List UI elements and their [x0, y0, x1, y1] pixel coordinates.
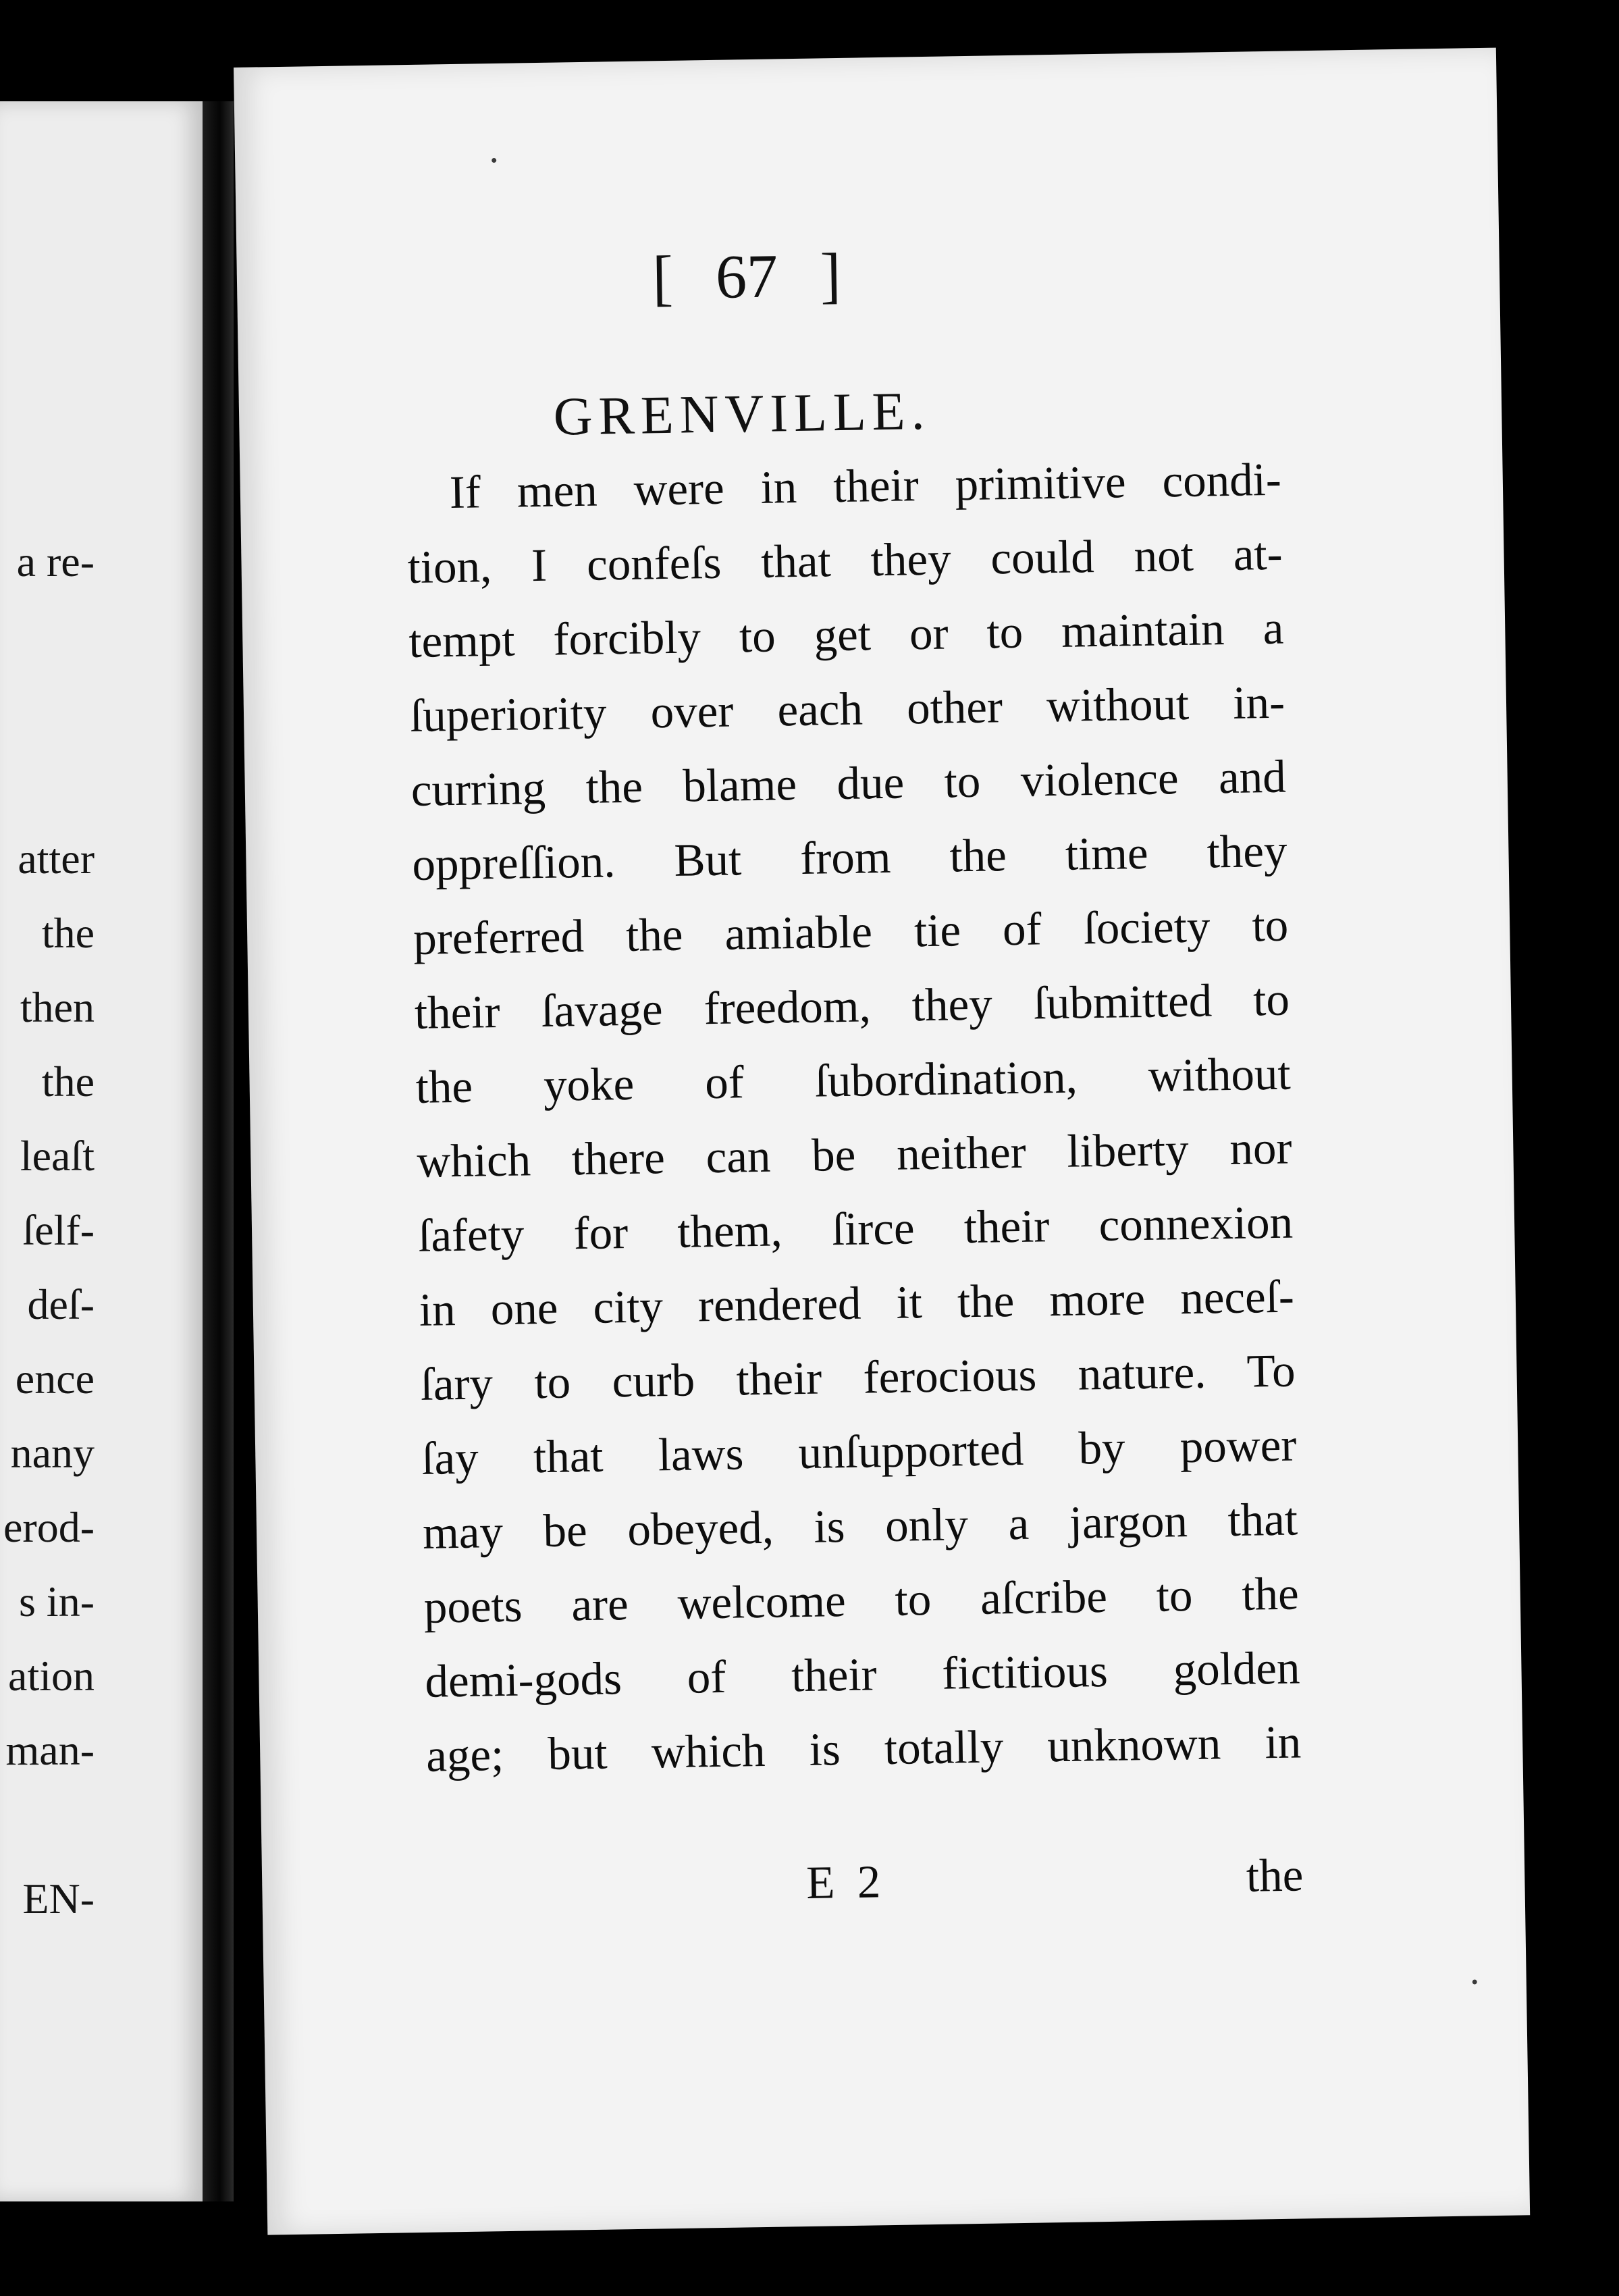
book-page — [234, 48, 1530, 2235]
body-text — [406, 453, 1302, 1781]
text-line: age; but which is totally unknown in — [425, 1716, 1302, 1781]
text-line: ſary to curb their ferocious nature. To — [420, 1345, 1296, 1410]
facing-page-line: atter — [18, 835, 95, 883]
facing-page-line: s in- — [19, 1577, 95, 1625]
page-number: [ 67 ] — [652, 240, 842, 313]
facing-page-left — [0, 101, 203, 2201]
book-gutter — [203, 101, 234, 2201]
facing-page-line: the — [41, 909, 95, 957]
facing-page-line: a re- — [16, 538, 95, 585]
text-line: ſay that laws unſupported by power — [421, 1419, 1297, 1484]
text-line: curring the blame due to violence and — [410, 750, 1287, 816]
text-line: If men were in their primitive condi- — [449, 453, 1282, 519]
facing-page-text — [0, 101, 95, 2201]
chapter-title: GRENVILLE. — [553, 381, 932, 447]
facing-page-line: deſ- — [27, 1280, 95, 1328]
facing-page-line: the — [41, 1058, 95, 1105]
facing-page-line: ſelf- — [22, 1206, 95, 1254]
text-line: tempt forcibly to get or to maintain a — [408, 602, 1284, 668]
page-footer — [428, 1848, 1304, 1916]
facing-page-line: leaſt — [20, 1132, 95, 1180]
ink-speck — [492, 158, 496, 163]
facing-page-line: erod- — [3, 1503, 95, 1551]
ink-speck — [1472, 1979, 1477, 1984]
facing-page-line: ation — [8, 1652, 95, 1700]
facing-page-line: man- — [5, 1726, 95, 1774]
signature-mark: E 2 — [805, 1856, 886, 1909]
text-line: poets are welcome to aſcribe to the — [423, 1567, 1300, 1633]
text-line: oppreſſion. But from the time they — [411, 825, 1288, 890]
text-line: tion, I confeſs that they could not at- — [407, 527, 1283, 594]
text-line: ſuperiority over each other without in- — [409, 676, 1285, 742]
facing-page-line: ence — [15, 1355, 95, 1403]
text-line: ſafety for them, ſirce their connexion — [417, 1196, 1294, 1261]
facing-page-line: then — [20, 983, 95, 1031]
text-line: may be obeyed, is only a jargon that — [422, 1493, 1298, 1559]
text-line: in one city rendered it the more neceſ- — [419, 1270, 1295, 1336]
text-line: the yoke of ſubordination, without — [415, 1047, 1292, 1113]
text-line: their ſavage freedom, they ſubmitted to — [414, 973, 1290, 1039]
text-line: which there can be neither liberty nor — [416, 1122, 1292, 1187]
facing-page-line: EN- — [22, 1875, 95, 1923]
text-line: demi-gods of their fictitious golden — [424, 1642, 1301, 1707]
text-line: preferred the amiable tie of ſociety to — [413, 899, 1289, 964]
facing-page-line: nany — [10, 1429, 95, 1477]
catchword: the — [1246, 1849, 1304, 1902]
